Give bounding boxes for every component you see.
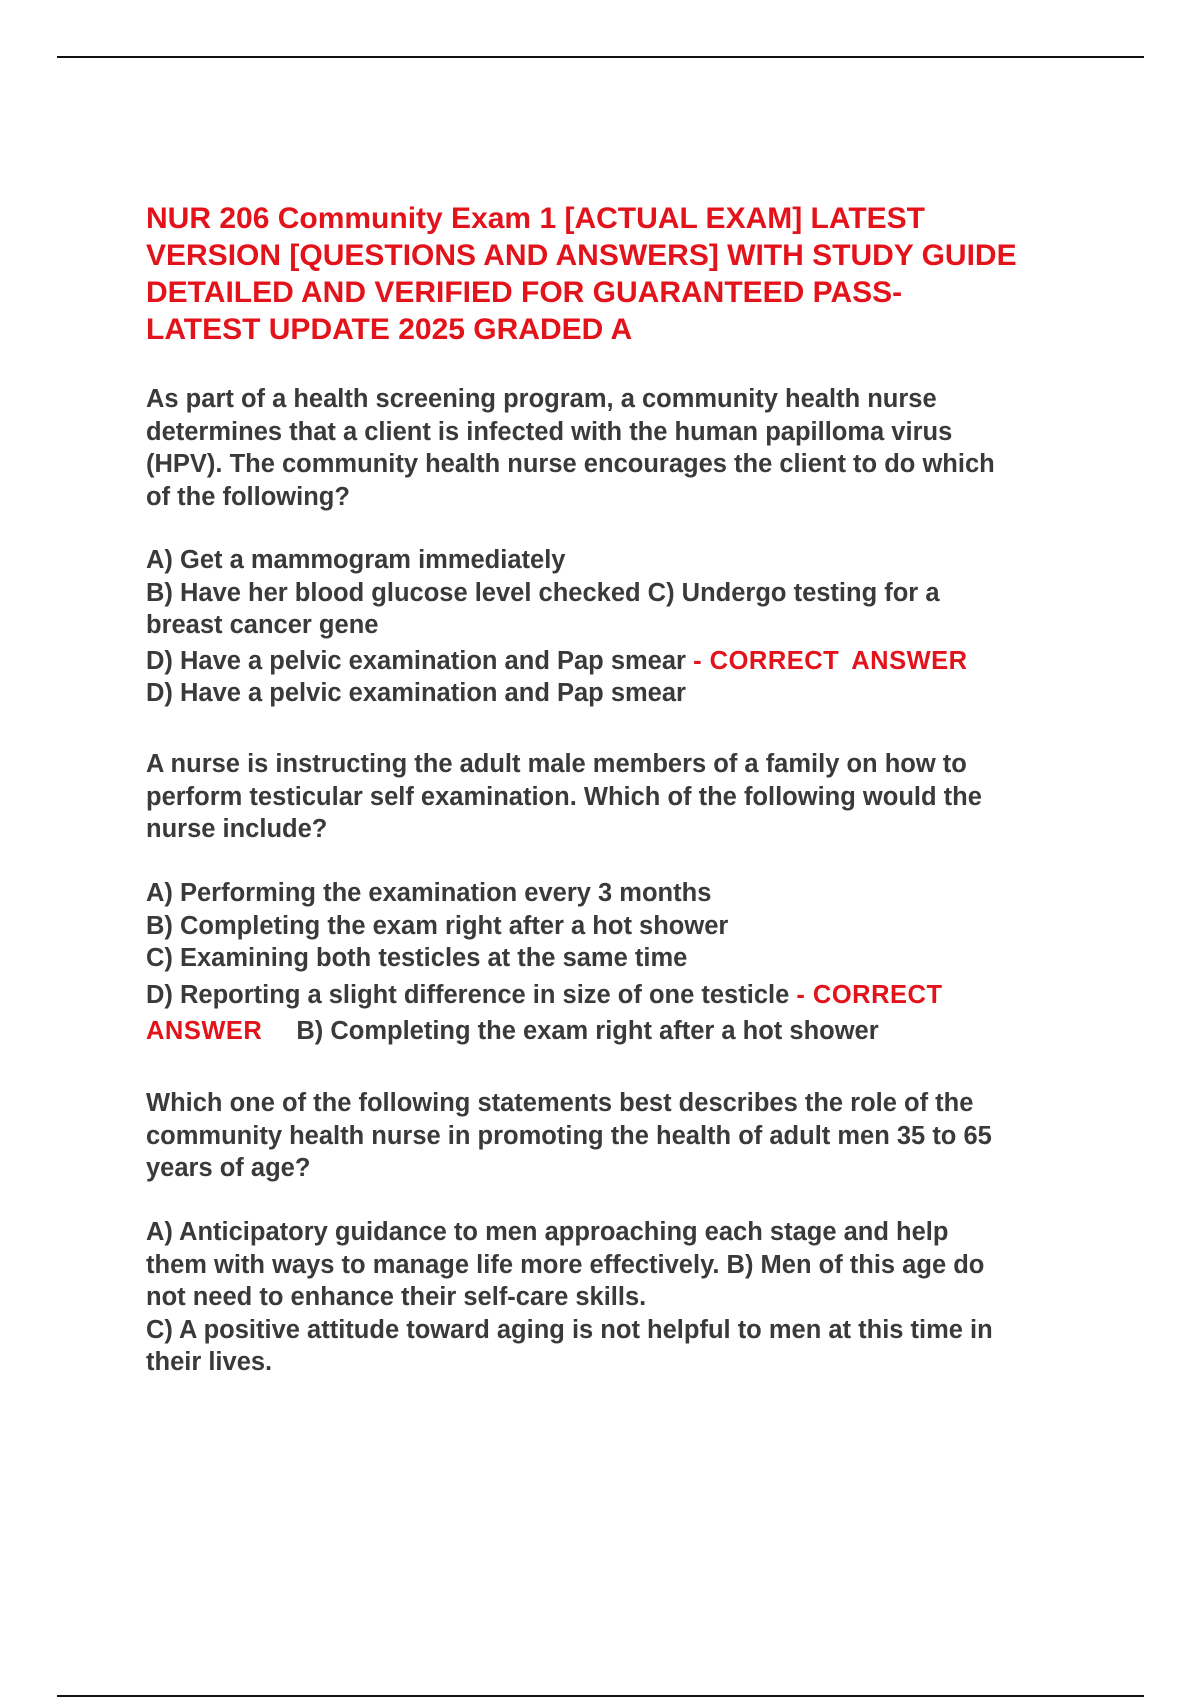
stem-line: nurse include?	[146, 815, 328, 843]
answer-marker: ANSWER	[146, 1017, 263, 1045]
option-a-continued: them with ways to manage life more effectively. B) Men of this age do	[146, 1250, 985, 1279]
question-3-stem	[146, 1087, 992, 1185]
stem-line: of the following?	[146, 482, 350, 511]
title-line: VERSION [QUESTIONS AND ANSWERS] WITH STUDY GUIDE	[146, 239, 1017, 272]
question-1-options	[146, 544, 968, 710]
option-b: B) Have her blood glucose level checked C) Undergo testing for a	[146, 578, 940, 607]
option-d-line	[146, 645, 968, 678]
stem-line: community health nurse in promoting the health of adult men 35 to 65	[146, 1121, 992, 1150]
stem-line: perform testicular self examination. Which of the following would the	[146, 782, 982, 811]
option-c: C) Examining both testicles at the same time	[146, 944, 688, 972]
answer-text: D) Have a pelvic examination and Pap smear	[146, 679, 686, 707]
stem-line: As part of a health screening program, a community health nurse	[146, 385, 937, 413]
stem-line: determines that a client is infected with the human papilloma virus	[146, 417, 953, 446]
stem-line: A nurse is instructing the adult male members of a family on how to	[146, 750, 967, 778]
option-b: B) Completing the exam right after a hot shower	[146, 911, 729, 940]
question-1-stem	[146, 383, 995, 513]
correct-answer-marker: - CORRECT ANSWER	[693, 646, 968, 675]
stem-line: years of age?	[146, 1154, 311, 1182]
option-d: D) Have a pelvic examination and Pap smear	[146, 646, 686, 675]
option-a: A) Get a mammogram immediately	[146, 546, 566, 574]
option-d-line	[146, 979, 943, 1012]
stem-line: (HPV). The community health nurse encourages the client to do which	[146, 450, 995, 478]
title-line: LATEST UPDATE 2025 GRADED A	[146, 313, 633, 346]
question-2-stem	[146, 748, 982, 846]
title-line: DETAILED AND VERIFIED FOR GUARANTEED PASS-	[146, 276, 903, 309]
correct-marker: - CORRECT	[796, 980, 943, 1009]
question-3-options	[146, 1216, 993, 1379]
option-d: D) Reporting a slight difference in size of one testicle	[146, 980, 790, 1009]
stem-line: Which one of the following statements best describes the role of the	[146, 1089, 974, 1117]
footer-rule	[57, 1695, 1144, 1697]
option-a: A) Performing the examination every 3 months	[146, 879, 712, 907]
option-b-continued: breast cancer gene	[146, 611, 379, 639]
option-c: C) A positive attitude toward aging is not helpful to men at this time in	[146, 1315, 993, 1344]
option-b-continued: not need to enhance their self-care skills.	[146, 1283, 647, 1311]
option-c-continued: their lives.	[146, 1348, 273, 1376]
question-2-options	[146, 877, 943, 1048]
title-line: NUR 206 Community Exam 1 [ACTUAL EXAM] LATEST	[146, 202, 925, 235]
document-title	[146, 200, 1096, 348]
answer-line	[146, 1015, 943, 1048]
header-rule	[57, 56, 1144, 58]
option-a: A) Anticipatory guidance to men approaching each stage and help	[146, 1218, 949, 1246]
answer-text: B) Completing the exam right after a hot shower	[296, 1017, 879, 1045]
